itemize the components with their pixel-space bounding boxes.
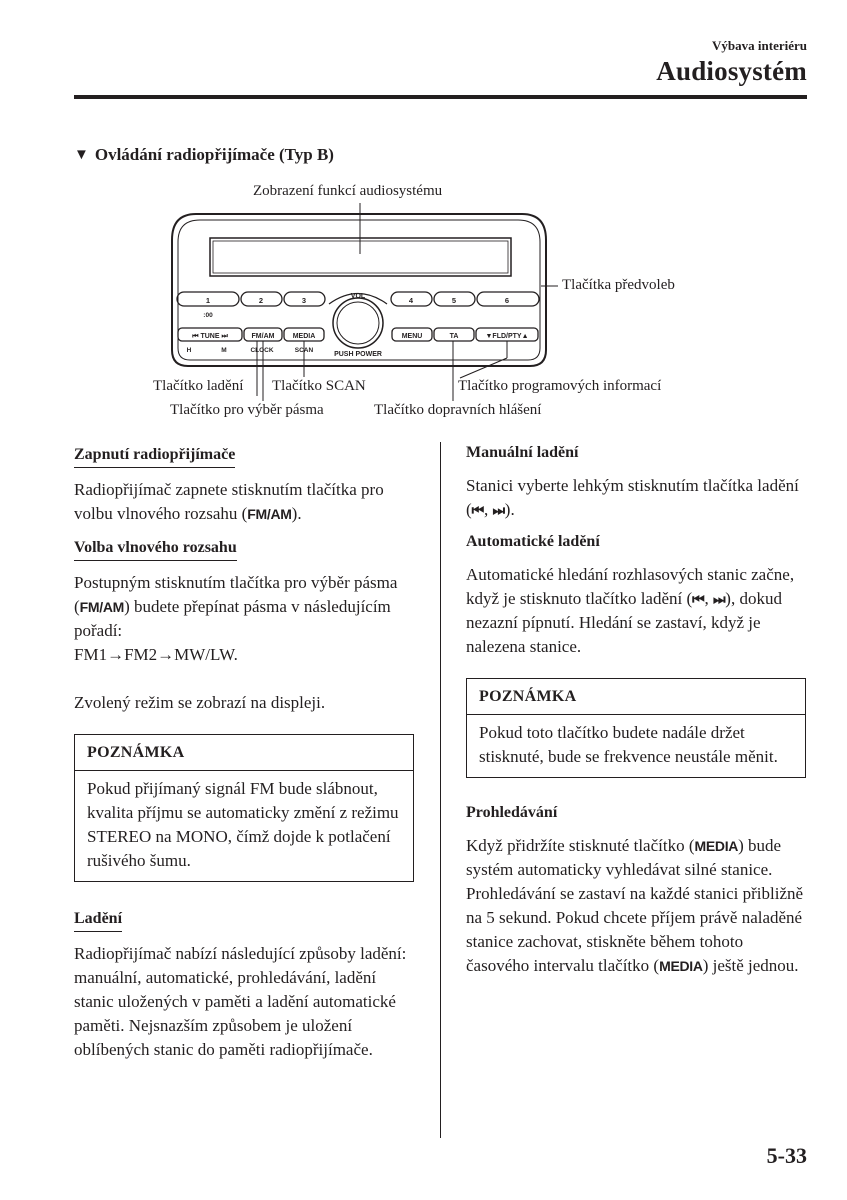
preset-2-label: 2 [258,296,264,305]
running-header-section: Výbava interiéru [712,38,807,53]
volume-knob-inner [337,302,379,344]
volume-knob-outer [333,298,383,348]
paragraph-mode-display: Zvolený režim se zobrazí na displeji. [74,693,326,712]
media-button-ref: MEDIA [659,958,703,974]
text-fragment: ) ještě jednou. [702,956,799,975]
heading-tuning: Ladění [74,908,122,932]
triangle-down-icon: ▼ [74,146,89,163]
band-sequence: FM1→FM2→MW/LW. [74,645,238,664]
text-fragment: , [704,589,713,608]
note-heading: POZNÁMKA [75,735,413,771]
callout-band: Tlačítko pro výběr pásma [170,402,324,418]
section-title-text: Ovládání radiopřijímače (Typ B) [94,145,334,164]
media-label: MEDIA [292,333,316,340]
scan-unit-label: SCAN [294,347,314,354]
clock-label: CLOCK [250,347,274,354]
heading-power-on: Zapnutí radiopřijímače [74,444,235,468]
vol-label: VOL [350,293,366,300]
media-button-ref: MEDIA [694,838,739,854]
preset-6-label: 6 [504,296,510,305]
unit-outer-body [172,214,546,366]
callout-pty: Tlačítko programových informací [458,378,662,394]
text-fragment: Radiopřijímač zapnete stisknutím tlačítka pro volbu vlnového rozsahu ( [74,480,384,523]
text-fragment: Stanici vyberte lehkým stisknutím tlačítka ladění ( [466,476,799,519]
sub-m-label: M [221,347,227,354]
callout-scan: Tlačítko SCAN [272,378,366,394]
sub-h-label: H [186,347,192,354]
text-fragment: Automatické hledání rozhlasových stanic začne, když je stisknuto tlačítko ladění ( [466,565,795,608]
seek-forward-icon: ⏭ [712,591,726,607]
preset-1-label: 1 [205,296,211,305]
page-title: Audiosystém [656,56,807,86]
paragraph-band-select [74,571,414,667]
menu-label: MENU [401,333,423,340]
text-fragment: Postupným stisknutím tlačítka pro výběr pásma ( [74,573,398,616]
paragraph-power-on [74,478,414,526]
paragraph-tuning: Radiopřijímač nabízí následující způsoby ladění: manuální, automatické, prohledávání, ladění stanic uložených v paměti a ladění automatické paměti. Nejsnazším způsobem je uložení oblíbených stanic do paměti radiopřijímače. [74,944,407,1059]
note-body: Pokud přijímaný signál FM bude slábnout, kvalita příjmu se automaticky změní z režimu STEREO na MONO, čímž dojde k potlačení rušivého šumu. [87,779,399,870]
page-number: 5-33 [766,1143,807,1168]
ta-label: TA [449,333,459,340]
callout-ta: Tlačítko dopravních hlášení [374,402,542,418]
paragraph-manual-tuning [466,474,806,522]
preset-4-label: 4 [408,296,414,305]
text-fragment: Když přidržíte stisknuté tlačítko ( [466,836,695,855]
tune-label: ⏮ TUNE ⏭ [192,333,228,340]
heading-auto-tuning: Automatické ladění [466,533,600,550]
callout-display: Zobrazení funkcí audiosystému [253,183,443,199]
text-fragment: ). [291,504,302,523]
paragraph-scan [466,834,806,978]
preset-5-label: 5 [451,296,457,305]
text-fragment: ) bude systém automaticky vyhledávat silné stanice. Prohledávání se zastaví na každé stanici přibližně na 5 sekund. Pokud chcete příjem právě naladěné stanice zachovat, stiskněte během tohoto časového intervalu tlačítko ( [466,836,804,975]
text-fragment: ) budete přepínat pásma v následujícím pořadí: [74,597,391,640]
heading-manual-tuning: Manuální ladění [466,444,579,461]
callout-presets: Tlačítka předvoleb [562,277,675,293]
fmam-button-ref: FM/AM [79,599,125,615]
column-divider [440,442,441,1138]
heading-band-select: Volba vlnového rozsahu [74,537,237,561]
text-fragment: ), dokud nezazní pípnutí. Hledání se zastaví, když je nalezena stanice. [466,589,782,656]
paragraph-auto-tuning [466,563,806,659]
fmam-label: FM/AM [251,333,275,340]
note-heading: POZNÁMKA [467,679,805,715]
push-power-label: PUSH POWER [334,351,382,358]
fldpty-label: ▼FLD/PTY▲ [485,333,529,340]
fmam-button-ref: FM/AM [247,506,292,522]
note-box-fm [74,734,414,882]
sub-00-label: :00 [203,312,213,319]
text-fragment: ). [504,500,515,519]
seek-back-icon: ⏮ [471,502,484,518]
seek-forward-icon: ⏭ [492,502,505,518]
seek-back-icon: ⏮ [692,591,705,607]
left-column [74,442,414,1062]
note-box-hold [466,678,806,778]
radio-unit-illustration [0,0,847,440]
preset-3-label: 3 [301,296,307,305]
note-body: Pokud toto tlačítko budete nadále držet stisknuté, bude se frekvence neustále měnit. [479,723,778,766]
leader-pty-diag [460,358,507,378]
right-column [466,442,806,978]
text-fragment: , [483,500,493,519]
callout-tuning: Tlačítko ladění [153,378,244,394]
heading-scan: Prohledávání [466,804,558,821]
